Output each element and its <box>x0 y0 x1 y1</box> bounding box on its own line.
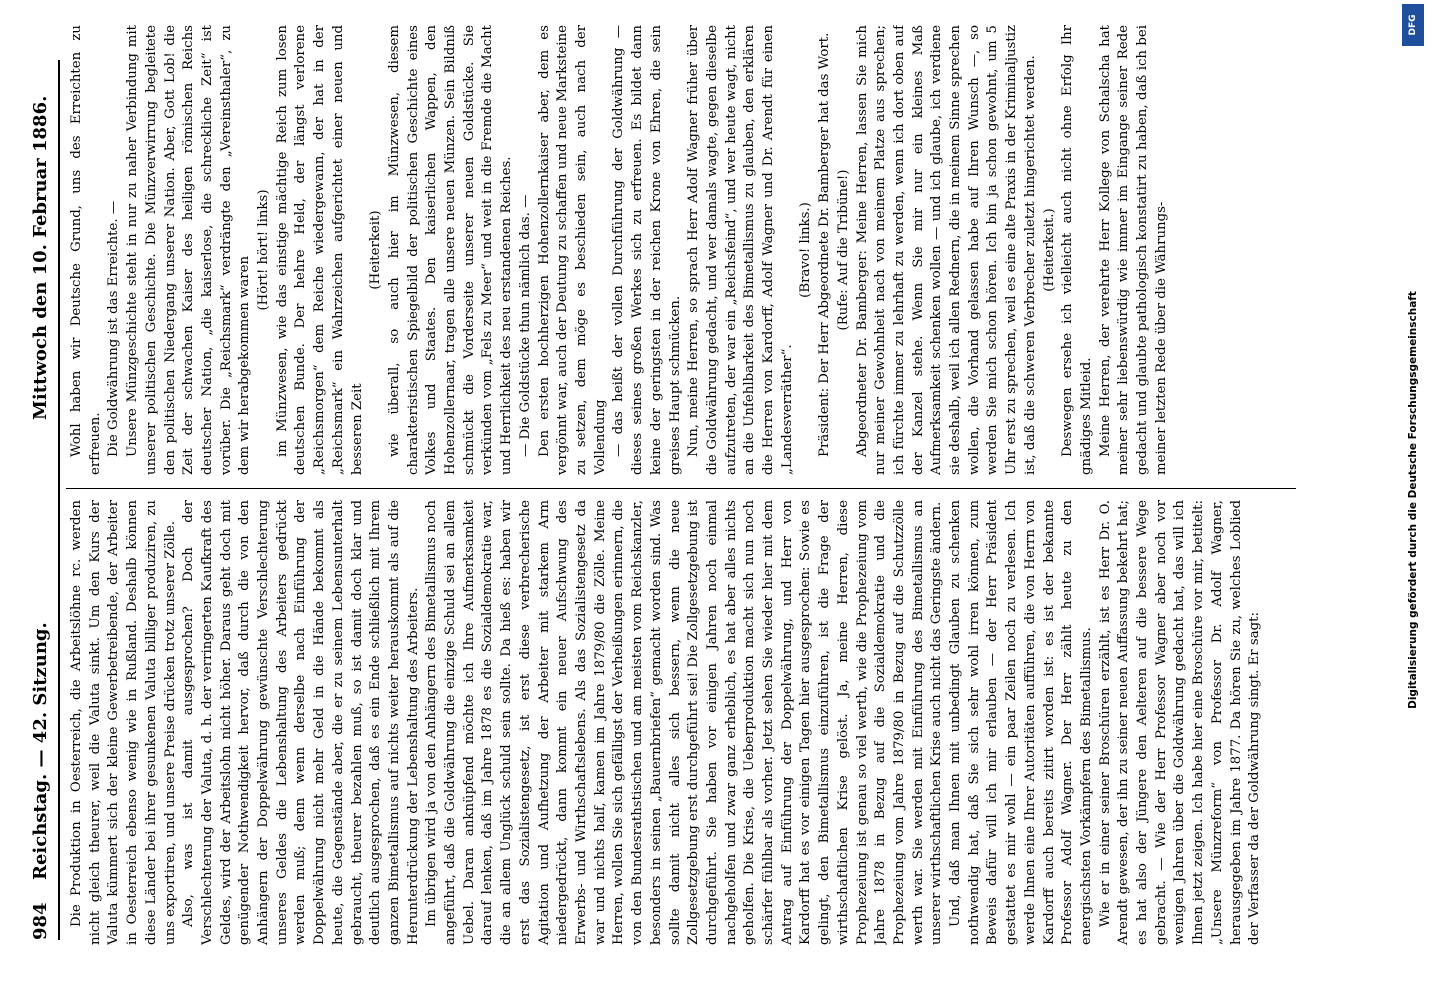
right-column <box>68 25 1303 475</box>
paragraph: Unsere Münzgeschichte steht in nur zu naher Verbindung mit unserer politischen Geschichte. Die Münzverwirrung begleitete den politischen Niedergang unserer Nation. Aber, Gott Lob! die Zeit der schwachen Kaiser des heiligen römischen Reichs deutscher Nation, „die kaiserlose, die schreckliche Zeit“ ist vorüber. Die „Reichsmark“ verdrängte den „Vereinsthaler“, zu dem wir herabgekommen waren <box>125 25 253 475</box>
paragraph: Abgeordneter Dr. Bamberger: Meine Herren, lassen Sie mich nur meiner Gewohnheit nach von meinem Platze aus sprechen; ich fürchte immer zu lehrhaft zu werden, wenn ich dort oben auf der Kanzel stehe. Wenn Sie mir nur ein kleines Maß Aufmerksamkeit schenken wollen — und ich glaube, ich verdiene sie deshalb, weil ich allen Rednern, die in meinem Sinne sprechen wollen, die Vorhand gelassen habe auf Ihren Wunsch —, so werden Sie mich schon hören. Ich bin ja schon gewohnt, um 5 Uhr erst zu sprechen, weil es eine alte Praxis in der Kriminaljustiz ist, daß die schweren Verbrecher zuletzt hingerichtet werden. <box>854 25 1038 475</box>
column-divider <box>66 488 1296 489</box>
interjection: (Rufe: Auf die Tribüne!) <box>835 169 851 331</box>
dfg-logo: DFG <box>1402 4 1424 46</box>
session-date: Mittwoch den 10. Februar 1886. <box>30 95 51 420</box>
header-rule <box>58 60 60 940</box>
paragraph: Wie er in einer seiner Broschüren erzählt, ist es Herr Dr. O. Arendt gewesen, der ihn zu seiner neuen Auffassung bekehrt hat; es hat also der Jüngere den Aelteren auf die bessere Wege gebracht. — Wie der Herr Professor Wagner aber noch vor wenigen Jahren über die Goldwährung gedacht hat, das will ich Ihnen jetzt zeigen. Ich habe hier eine Broschüre vor mir, betitelt: „Unsere Münzreform“ von Professor Dr. Adolf Wagner, herausgegeben im Jahre 1877. Da hören Sie zu, welches Loblied der Verfasser da der Goldwährung singt. Er sagt: <box>1097 500 1263 945</box>
left-column <box>68 500 1303 945</box>
funding-credit: Digitalisierung gefördert durch die Deutsche Forschungsgemeinschaft <box>1407 291 1419 709</box>
paragraph: Deswegen ersehe ich vielleicht auch nicht ohne Erfolg Ihr gnädiges Mitleid. <box>1060 25 1094 475</box>
paragraph: Die Produktion in Oesterreich, die Arbeitslöhne rc. werden nicht gleich theurer, weil die Valuta sinkt. Um den Kurs der Valuta kümmert sich der kleine Gewerbetreibende, der Arbeiter in Oesterreich ebenso wenig wie in Rußland. Deshalb können diese Länder bei ihrer gesunkenen Valuta billiger produziren, zu uns exportiren, und unsere Preise drücken trotz unserer Zölle. <box>69 500 178 945</box>
paragraph: wie überall, so auch hier im Münzwesen, diesem charakteristischen Spiegelbild der politischen Geschichte eines Volkes und Staates. Den kaiserlichen Wappen, den Hohenzollernaar, tragen alle unsere neuen Münzen. Sein Bildniß schmückt die Vorderseite unserer neuen Goldstücke. Sie verkünden vom „Fels zu Meer“ und weit in die Fremde die Macht und Herrlichkeit des neu erstandenen Reiches. <box>386 25 515 475</box>
funding-sidebar <box>1400 0 1426 1000</box>
speaker-paragraph: Präsident: Der Herr Abgeordnete Dr. Bamberger hat das Wort. <box>817 32 833 457</box>
paragraph: Also, was ist damit ausgesprochen? Doch der Verschlechterung der Valuta, d. h. der verringerten Kaufkraft des Geldes, wird der Arbeitslohn nicht höher. Daraus geht doch mit genügender Nothwendigkeit hervor, daß durch die von den Anhängern der Doppelwährung gewünschte Verschlechterung unseres Geldes die Lebenshaltung des Arbeiters gedrückt werden muß; denn wenn derselbe nach Einführung der Doppelwährung nicht mehr Geld in die Hände bekommt als heute, die Gegenstände aber, die er zu seinem Lebensunterhalt gebraucht, theurer bezahlen muß, so ist damit doch klar und deutlich ausgesprochen, daß es ein Ende schließlich mit Ihrem ganzen Bimetallismus auf nichts weiter herauskommt als auf die Herunterdrückung der Lebenshaltung des Arbeiters. <box>181 500 421 945</box>
page-number: 984 <box>30 902 51 940</box>
paragraph: Nun, meine Herren, so sprach Herr Adolf Wagner früher über die Goldwährung gedacht, und wer damals wagte, gegen dieselbe aufzutreten, der war ein „Reichsfeind“, und wer heute wagt, nicht an die Unfehlbarkeit des Bimetallismus zu glauben, den erklären die Herren von Kardorff, Adolf Wagner und Dr. Arendt für einen „Landesverräther“. <box>686 25 795 475</box>
paragraph: — Die Goldstücke thun nämlich das. — <box>517 194 533 457</box>
interjection: (Heiterkeit.) <box>1041 208 1057 292</box>
page-header <box>30 60 54 940</box>
paragraph: Wohl haben wir Deutsche Grund, uns des Erreichten zu erfreuen. <box>69 25 103 475</box>
session-title: Reichstag. — 42. Sitzung. <box>30 622 51 880</box>
paragraph: Den ersten hochherzigen Hohenzollernkaiser aber, dem es vergönnt war, auch der Deutung zu schaffen und neue Marksteine zu setzen, dem möge es beschieden sein, auch nach der Vollendung <box>536 25 608 475</box>
paragraph: Im übrigen wird ja von den Anhängern des Bimetallismus noch angeführt, daß die Goldwährung die einzige Schuld sei an allem Uebel. Daran anknüpfend möchte ich Ihre Aufmerksamkeit darauf lenken, daß im Jahre 1878 es die Sozialdemokratie war, die an allem Unglück schuld sein sollte. Da hieß es: haben wir erst das Sozialistengesetz, ist erst diese verbrecherische Agitation und Aufhetzung der Arbeiter mit starkem Arm niedergedrückt, dann kommt ein neuer Aufschwung des Erwerbs- und Wirthschaftslebens. Als das Sozialistengesetz da war und nichts half, kamen im Jahre 1879/80 die Zölle. Meine Herren, wollen Sie sich gefälligst der Verheißungen erinnern, die von den Bundesrathstischen und am meisten vom Reichskanzler, besonders in seinen „Bauernbriefen“ gemacht worden sind. Was sollte damit nicht alles sich bessern, wenn die neue Zollgesetzgebung erst durchgeführt sei! Die Zollgesetzgebung ist durchgeführt. Sie haben vor einigen Jahren noch einmal nachgeholfen und zwar ganz erheblich, es hat aber alles nichts geholfen. Die Krise, die Ueberproduktion macht sich nun noch schärfer fühlbar als vorher. Jetzt sehen Sie wieder hier mit dem Antrag auf Einführung der Doppelwährung, und Herr von Kardorff hat es vor einigen Tagen hier ausgesprochen: Sowie es gelingt, den Bimetallismus einzuführen, ist die Frage der wirthschaftlichen Krise gelöst. Ja, meine Herren, diese Prophezeiung ist genau so viel werth, wie die Prophezeiung vom Jahre 1878 in Bezug auf die Sozialdemokratie und die Prophezeiung vom Jahre 1879/80 in Bezug auf die Schutzzölle werth war. Sie werden mit Einführung des Bimetallismus an unserer wirthschaftlichen Krise auch nicht das Geringste ändern. <box>424 500 945 945</box>
paragraph: Und, daß man Ihnen mit unbedingt Glauben zu schenken nothwendig hat, daß Sie sich sehr wohl irren können, zum Beweis dafür will ich mir erlauben — der Herr Präsident gestattet es mir wohl — ein paar Zeilen noch zu verlesen. Ich werde Ihnen eine Ihrer Autoritäten aufführen, die von Herrn von Kardorff auch bereits zitirt worden ist: es ist der bekannte Professor Adolf Wagner. Der Herr zählt heute zu den energischsten Vorkämpfern des Bimetallismus. <box>948 500 1094 945</box>
paragraph: Meine Herren, der verehrte Herr Kollege von Schalscha hat meiner sehr liebenswürdig wie immer im Eingange seiner Rede gedacht und glaubte pathologisch konstatirt zu haben, daß ich bei meiner letzten Rede über die Währungs- <box>1097 25 1169 475</box>
paragraph: im Münzwesen, wie das einstige mächtige Reich zum losen deutschen Bunde. Der hehre Held, der längst verlorene „Reichsmorgen“ dem Reiche wiedergewann, der hat in der „Reichsmark“ ein Wahrzeichen aufgerichtet einer neuen und besseren Zeit <box>274 25 365 475</box>
interjection: (Bravo! links.) <box>798 202 814 298</box>
paragraph: — das heißt der vollen Durchführung der Goldwährung — dieses seines großen Werkes sich zu erfreuen. Es bildet dann keine der geringsten in der reichen Krone von Ehren, die sein greises Haupt schmücken. <box>611 25 683 475</box>
interjection: (Hört! hört! links) <box>256 189 272 311</box>
paragraph: Die Goldwährung ist das Erreichte. — <box>106 200 122 457</box>
interjection: (Heiterkeit) <box>368 210 384 290</box>
